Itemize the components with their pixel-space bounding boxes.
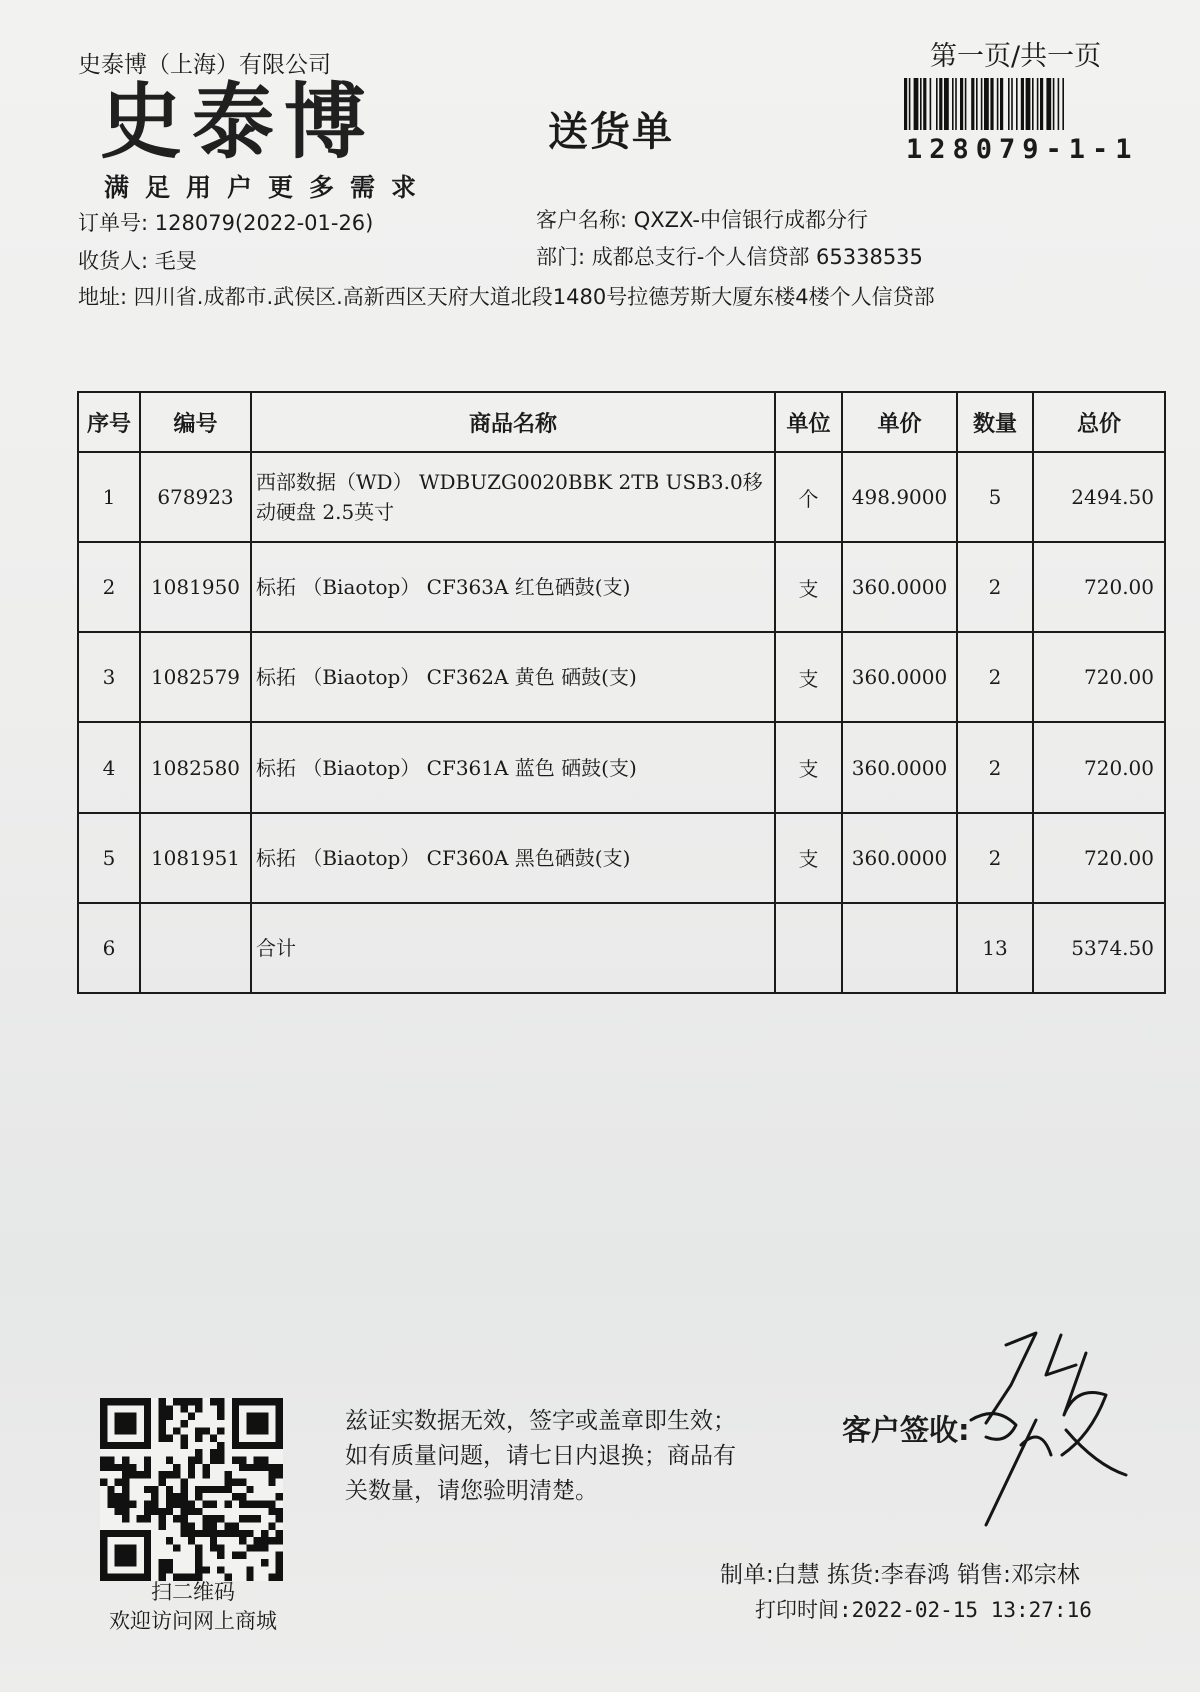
cell-seq: 1 xyxy=(78,452,140,542)
column-header-seq: 序号 xyxy=(78,392,140,452)
cell-unit: 支 xyxy=(775,632,842,722)
cell-price: 360.0000 xyxy=(842,542,957,632)
customer-name xyxy=(536,204,868,234)
cell-seq: 6 xyxy=(78,903,140,993)
customer-name-label: 客户名称: xyxy=(536,208,628,232)
table-row xyxy=(78,632,1165,722)
print-time: 打印时间:2022-02-15 13:27:16 xyxy=(755,1598,1092,1622)
customer-name-value: QXZX-中信银行成都分行 xyxy=(633,208,868,232)
items-table xyxy=(77,391,1166,994)
company-slogan: 满足用户更多需求 xyxy=(104,173,433,202)
qr-caption-line1: 扫二维码 xyxy=(151,1580,235,1604)
cell-total: 5374.50 xyxy=(1033,903,1165,993)
cell-qty: 2 xyxy=(957,632,1033,722)
department-value: 成都总支行-个人信贷部 65338535 xyxy=(591,245,923,269)
department xyxy=(536,241,923,271)
cell-qty: 2 xyxy=(957,542,1033,632)
barcode-number: 128079-1-1 xyxy=(906,134,1139,165)
table-row-summary xyxy=(78,903,1165,993)
cell-seq: 2 xyxy=(78,542,140,632)
cell-code xyxy=(140,903,251,993)
table-row xyxy=(78,452,1165,542)
cell-price: 498.9000 xyxy=(842,452,957,542)
cell-price: 360.0000 xyxy=(842,813,957,903)
address xyxy=(78,281,935,311)
column-header-price: 单价 xyxy=(842,392,957,452)
column-header-qty: 数量 xyxy=(957,392,1033,452)
handwritten-signature xyxy=(966,1325,1136,1545)
cell-code: 1081951 xyxy=(140,813,251,903)
receiver-label: 收货人: xyxy=(78,249,149,273)
barcode-image xyxy=(904,78,1120,130)
order-number-label: 订单号: xyxy=(78,211,149,235)
cell-qty: 2 xyxy=(957,722,1033,812)
cell-qty: 2 xyxy=(957,813,1033,903)
cell-total: 720.00 xyxy=(1033,632,1165,722)
cell-qty: 5 xyxy=(957,452,1033,542)
column-header-name: 商品名称 xyxy=(251,392,775,452)
customer-sign-label: 客户签收: xyxy=(842,1413,970,1447)
qr-code-image xyxy=(100,1398,283,1581)
cell-qty: 13 xyxy=(957,903,1033,993)
cell-total: 2494.50 xyxy=(1033,452,1165,542)
cell-code: 678923 xyxy=(140,452,251,542)
cell-total: 720.00 xyxy=(1033,542,1165,632)
cell-price: 360.0000 xyxy=(842,632,957,722)
document-title: 送货单 xyxy=(548,109,674,155)
cell-name: 标拓 （Biaotop） CF361A 蓝色 硒鼓(支) xyxy=(251,722,775,812)
staff-line: 制单:白慧 拣货:李春鸿 销售:邓宗林 xyxy=(720,1562,1080,1588)
cell-code: 1082580 xyxy=(140,722,251,812)
company-logo: 史泰博 xyxy=(100,75,377,170)
qr-caption-line2: 欢迎访问网上商城 xyxy=(109,1609,277,1633)
cell-code: 1082579 xyxy=(140,632,251,722)
cell-seq: 4 xyxy=(78,722,140,812)
cell-name: 合计 xyxy=(251,903,775,993)
cell-name: 标拓 （Biaotop） CF363A 红色硒鼓(支) xyxy=(251,542,775,632)
cell-unit xyxy=(775,903,842,993)
cell-name: 西部数据（WD） WDBUZG0020BBK 2TB USB3.0移动硬盘 2.5英寸 xyxy=(251,452,775,542)
column-header-total: 总价 xyxy=(1033,392,1165,452)
company-name: 史泰博（上海）有限公司 xyxy=(78,52,331,78)
cell-unit: 支 xyxy=(775,722,842,812)
receiver xyxy=(78,245,197,275)
qr-caption xyxy=(90,1578,296,1636)
cell-total: 720.00 xyxy=(1033,722,1165,812)
cell-price: 360.0000 xyxy=(842,722,957,812)
column-header-unit: 单位 xyxy=(775,392,842,452)
cell-name: 标拓 （Biaotop） CF360A 黑色硒鼓(支) xyxy=(251,813,775,903)
department-label: 部门: xyxy=(536,245,586,269)
cell-unit: 支 xyxy=(775,542,842,632)
notice-text: 兹证实数据无效，签字或盖章即生效；如有质量问题，请七日内退换；商品有关数量，请您验明清楚。 xyxy=(345,1408,736,1504)
cell-unit: 支 xyxy=(775,813,842,903)
column-header-code: 编号 xyxy=(140,392,251,452)
table-row xyxy=(78,813,1165,903)
cell-name: 标拓 （Biaotop） CF362A 黄色 硒鼓(支) xyxy=(251,632,775,722)
cell-code: 1081950 xyxy=(140,542,251,632)
cell-seq: 5 xyxy=(78,813,140,903)
address-value: 四川省.成都市.武侯区.高新西区天府大道北段1480号拉德芳斯大厦东楼4楼个人信贷部 xyxy=(133,285,935,309)
order-number xyxy=(78,207,373,237)
address-label: 地址: xyxy=(78,285,128,309)
cell-unit: 个 xyxy=(775,452,842,542)
table-header-row xyxy=(78,392,1165,452)
cell-seq: 3 xyxy=(78,632,140,722)
page-info: 第一页/共一页 xyxy=(930,41,1102,72)
receiver-value: 毛旻 xyxy=(154,249,197,273)
cell-total: 720.00 xyxy=(1033,813,1165,903)
order-number-value: 128079(2022-01-26) xyxy=(154,211,374,235)
table-row xyxy=(78,722,1165,812)
cell-price xyxy=(842,903,957,993)
table-row xyxy=(78,542,1165,632)
